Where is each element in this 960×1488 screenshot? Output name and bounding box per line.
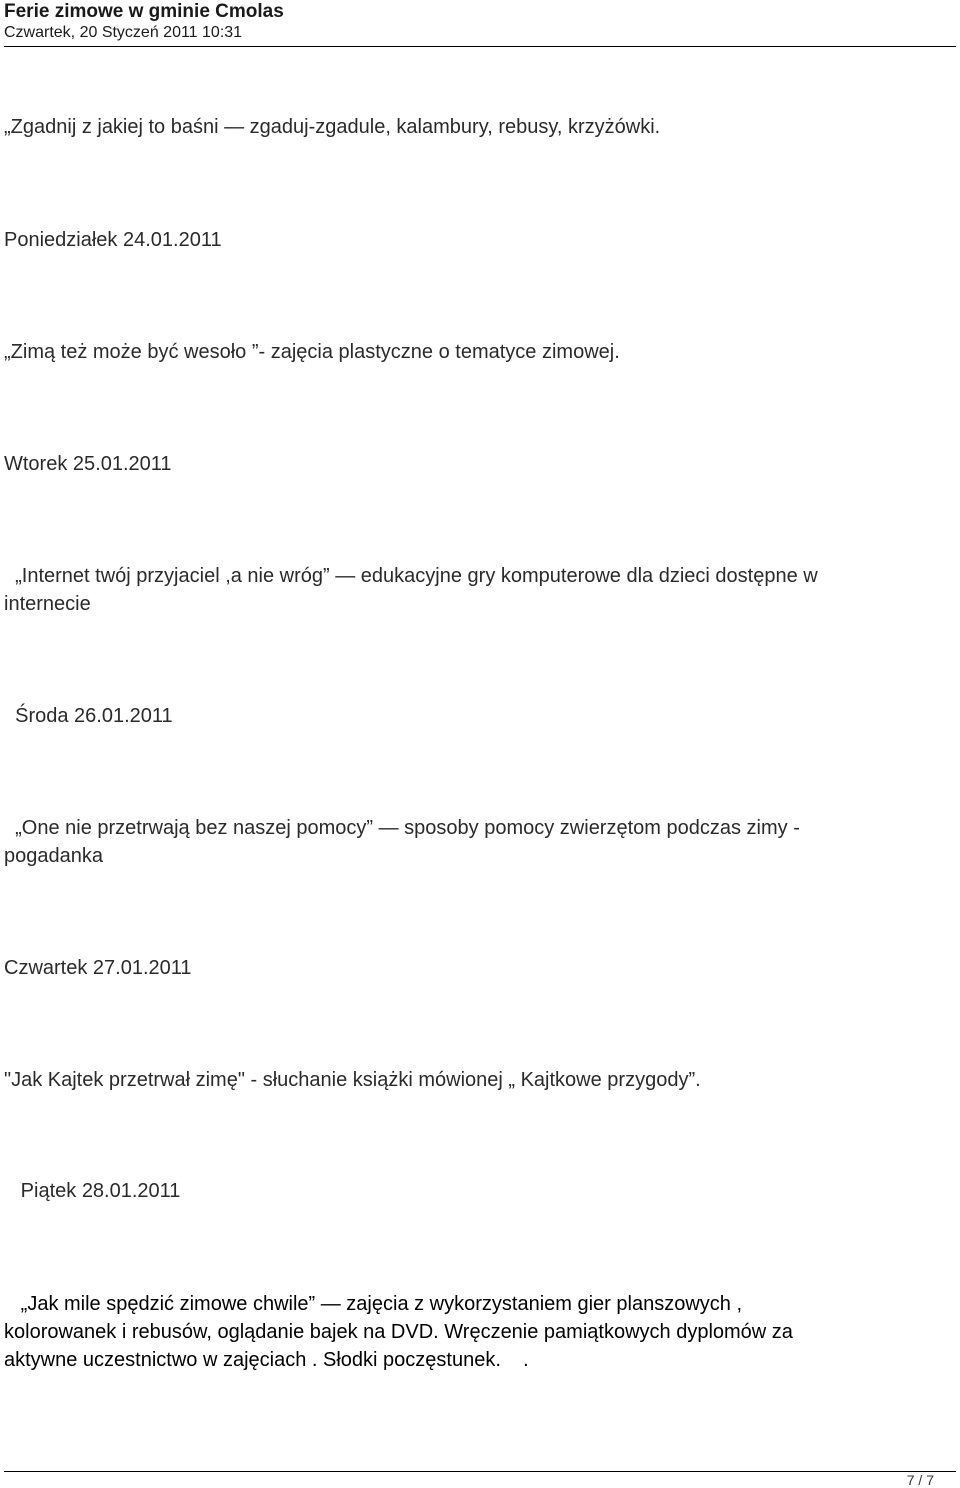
- monday-activity: „Zimą też może być wesoło ”- zajęcia plastyczne o tematyce zimowej.: [4, 341, 620, 363]
- friday-activity-line: „Jak mile spędzić zimowe chwile” — zajęcia z wykorzystaniem gier planszowych ,: [4, 1293, 743, 1315]
- day-heading-monday: Poniedziałek 24.01.2011: [4, 229, 222, 251]
- tuesday-activity-line: internecie: [4, 593, 91, 615]
- friday-activity-line: aktywne uczestnictwo w zajęciach . Słodki poczęstunek. .: [4, 1349, 529, 1371]
- wednesday-activity-line: „One nie przetrwają bez naszej pomocy” — sposoby pomocy zwierzętom podczas zimy -: [4, 817, 800, 839]
- day-heading-wednesday: Środa 26.01.2011: [4, 705, 173, 727]
- friday-activity-line: kolorowanek i rebusów, oglądanie bajek na DVD. Wręczenie pamiątkowych dyplomów za: [4, 1321, 793, 1343]
- day-heading-tuesday: Wtorek 25.01.2011: [4, 453, 172, 475]
- intro-activity: „Zgadnij z jakiej to baśni — zgaduj-zgadule, kalambury, rebusy, krzyżówki.: [4, 116, 661, 138]
- thursday-activity: "Jak Kajtek przetrwał zimę" - słuchanie książki mówionej „ Kajtkowe przygody”.: [4, 1069, 701, 1091]
- page-footer: [4, 1471, 956, 1488]
- page-header: [4, 0, 956, 47]
- page-number: 7 / 7: [906, 1472, 934, 1488]
- day-heading-thursday: Czwartek 27.01.2011: [4, 957, 192, 979]
- wednesday-activity-line: pogadanka: [4, 845, 103, 867]
- tuesday-activity-line: „Internet twój przyjaciel ,a nie wróg” — edukacyjne gry komputerowe dla dzieci dostępne w: [4, 565, 818, 587]
- article-date: Czwartek, 20 Styczeń 2011 10:31: [4, 24, 243, 41]
- day-heading-friday: Piątek 28.01.2011: [4, 1180, 181, 1202]
- article-title: Ferie zimowe w gminie Cmolas: [4, 1, 284, 22]
